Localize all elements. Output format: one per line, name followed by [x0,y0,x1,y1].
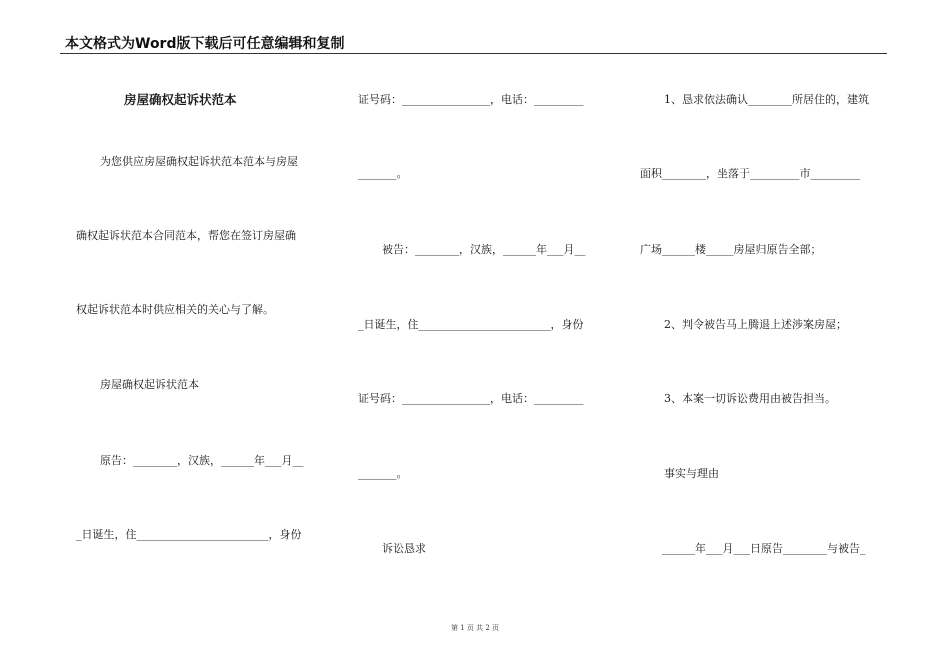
text-line: 为您供应房屋确权起诉状范本范本与房屋 [100,155,298,168]
section-heading: 诉讼恳求 [382,542,426,555]
section-heading: 房屋确权起诉状范本 [100,378,199,391]
text-line: 证号码：________________，电话：_________ [358,93,584,106]
page-number: 第 1 页 共 2 页 [450,624,500,632]
text-line: 原告：________，汉族，______年___月__ [100,454,304,467]
text-line: 2、判令被告马上腾退上述涉案房屋； [664,318,847,331]
text-line: 面积________，坐落于_________市_________ [640,167,860,180]
text-line: 3、本案一切诉讼费用由被告担当。 [664,392,836,405]
text-line: 被告：________，汉族，______年___月__ [382,243,586,256]
document-header-title: 本文格式为Word版下载后可任意编辑和复制 [65,36,345,52]
text-line: _日诞生，住________________________，身份 [358,318,584,331]
text-line: 1、恳求依法确认________所居住的，建筑 [664,93,869,106]
text-line: 确权起诉状范本合同范本，帮您在签订房屋确 [76,229,296,242]
section-heading: 事实与理由 [664,467,719,480]
header-divider [60,53,887,54]
text-line: _______。 [358,467,408,480]
text-line: ______年___月___日原告________与被告_ [662,542,866,555]
text-line: _日诞生，住________________________，身份 [76,528,302,541]
text-line: _______。 [358,167,408,180]
document-title: 房屋确权起诉状范本 [124,92,237,107]
text-line: 广场______楼_____房屋归原告全部； [640,243,822,256]
text-line: 证号码：________________，电话：_________ [358,392,584,405]
text-line: 权起诉状范本时供应相关的关心与了解。 [76,303,274,316]
